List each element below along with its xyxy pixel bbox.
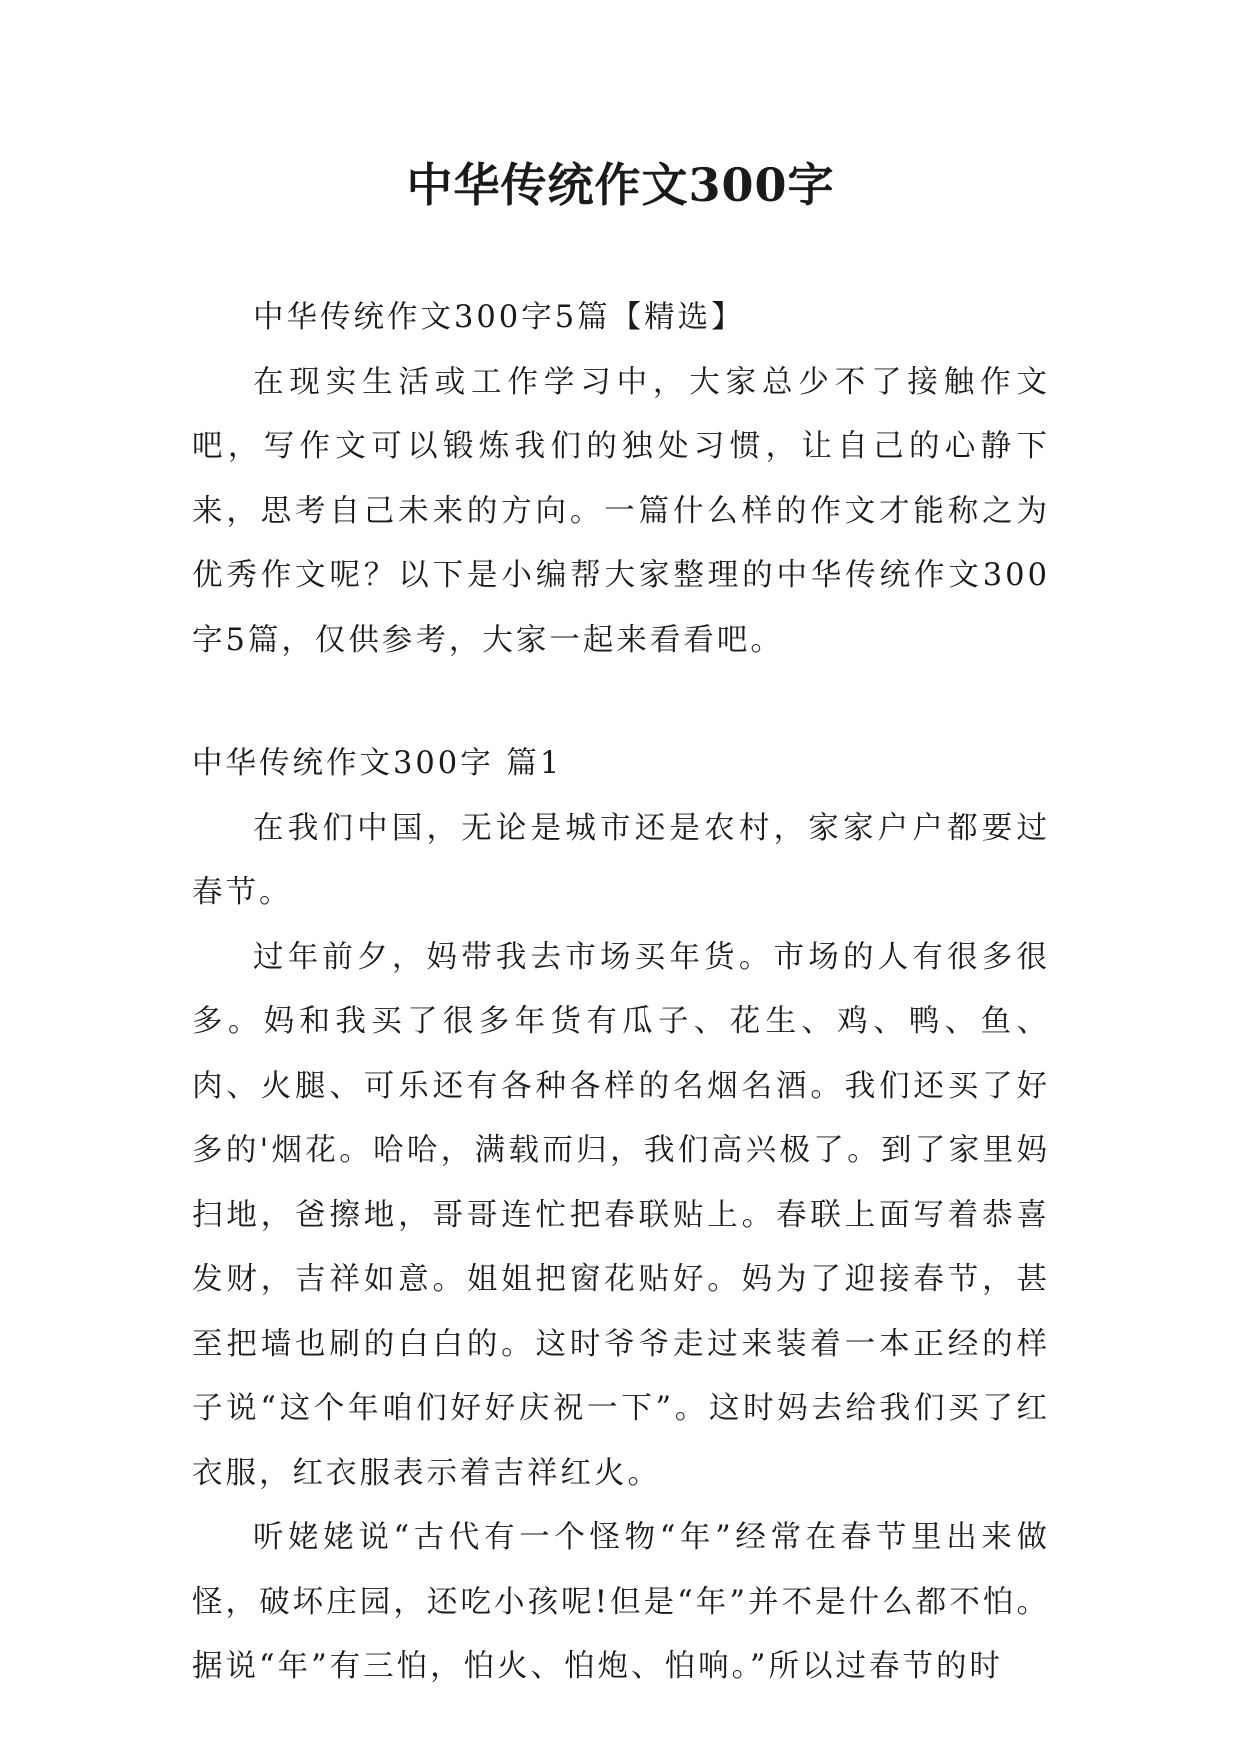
body-paragraph: 过年前夕，妈带我去市场买年货。市场的人有很多很多。妈和我买了很多年货有瓜子、花生、鸡、鸭、鱼、肉、火腿、可乐还有各种各样的名烟名酒。我们还买了好多的'烟花。哈哈，满载而归，我们高兴极了。到了家里妈扫地，爸擦地，哥哥连忙把春联贴上。春联上面写着恭喜发财，吉祥如意。姐姐把窗花贴好。妈为了迎接春节，甚至把墙也刷的白白的。这时爷爷走过来装着一本正经的样子说“这个年咱们好好庆祝一下”。这时妈去给我们买了红衣服，红衣服表示着吉祥红火。 [192, 939, 1050, 1491]
body-paragraph: 在我们中国，无论是城市还是农村，家家户户都要过春节。 [192, 810, 1050, 910]
body-paragraph: 听姥姥说“古代有一个怪物“年”经常在春节里出来做怪，破坏庄园，还吃小孩呢!但是“年”并不是什么都不怕。据说“年”有三怕，怕火、怕炮、怕响。”所以过春节的时 [192, 1520, 1050, 1684]
document-body [192, 286, 1050, 1700]
document-subtitle: 中华传统作文300字5篇【精选】 [253, 300, 745, 335]
document-title: 中华传统作文300字 [406, 158, 835, 212]
intro-paragraph: 在现实生活或工作学习中，大家总少不了接触作文吧，写作文可以锻炼我们的独处习惯，让自己的心静下来，思考自己未来的方向。一篇什么样的作文才能称之为优秀作文呢？以下是小编帮大家整理的中华传统作文300字5篇，仅供参考，大家一起来看看吧。 [192, 364, 1050, 658]
section-heading: 中华传统作文300字 篇1 [192, 746, 563, 781]
